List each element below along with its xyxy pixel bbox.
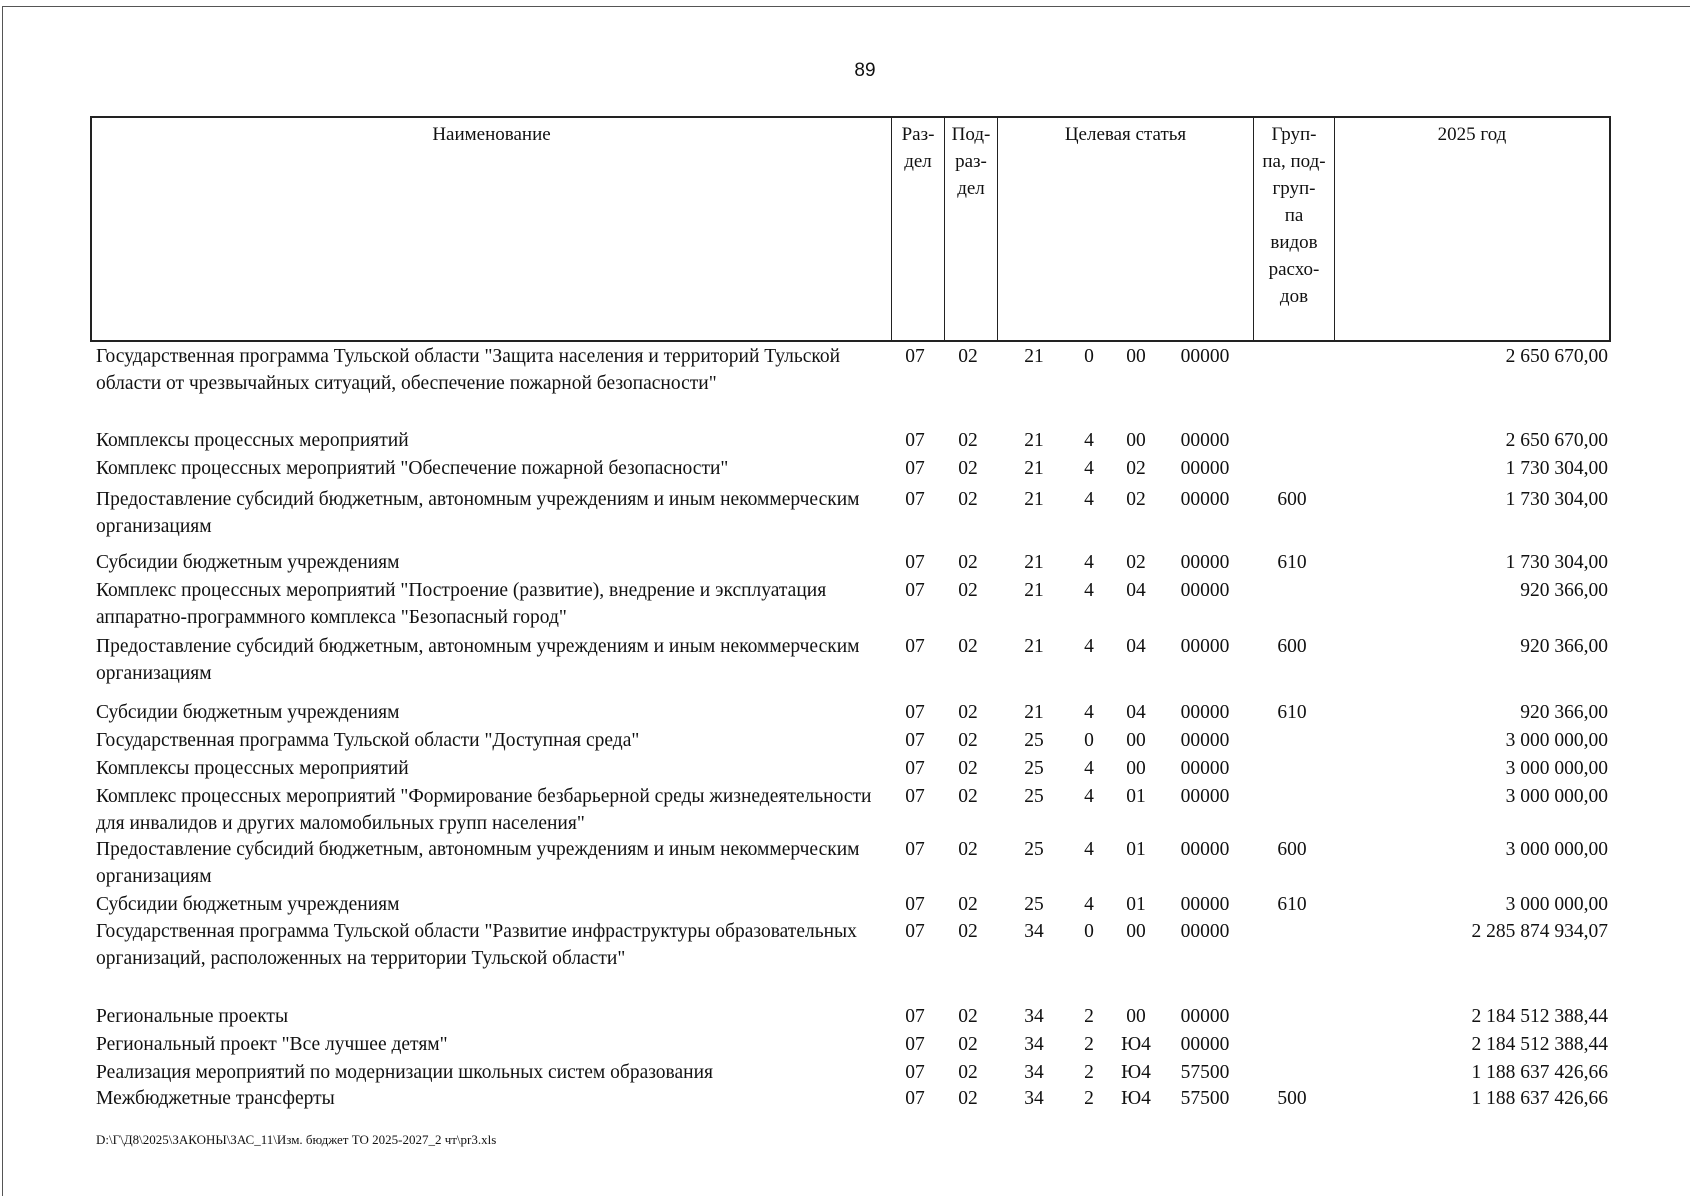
row-cs3: 01 [1126, 839, 1146, 860]
row-cs2: 2 [1084, 1062, 1094, 1083]
row-cs2: 0 [1084, 921, 1094, 942]
row-cs2: 2 [1084, 1034, 1094, 1055]
row-cs4: 00000 [1180, 702, 1230, 723]
row-r: 07 [905, 580, 925, 601]
row-amount: 1 730 304,00 [1505, 552, 1608, 573]
row-cs3: 04 [1126, 636, 1146, 657]
row-r: 07 [905, 489, 925, 510]
row-cs1: 21 [1024, 702, 1044, 723]
row-name: Комплекс процессных мероприятий "Построение (развитие), внедрение и эксплуатация аппаратно-программного комплекса "Безопасный город" [96, 580, 827, 628]
row-cs1: 21 [1024, 489, 1044, 510]
row-cs1: 25 [1024, 730, 1044, 751]
page-number: 89 [854, 60, 876, 81]
header-year: 2025 год [1437, 124, 1507, 145]
row-amount: 2 184 512 388,44 [1471, 1006, 1608, 1027]
row-cs1: 21 [1024, 458, 1044, 479]
row-name: Предоставление субсидий бюджетным, автономным учреждениям и иным некоммерческим организациям [96, 489, 860, 537]
row-cs3: 00 [1126, 921, 1146, 942]
row-pr: 02 [958, 1034, 978, 1055]
row-cs4: 00000 [1180, 786, 1230, 807]
row-cs3: 00 [1126, 730, 1146, 751]
row-cs1: 34 [1024, 921, 1044, 942]
row-r: 07 [905, 702, 925, 723]
row-amount: 1 730 304,00 [1505, 489, 1608, 510]
row-r: 07 [905, 921, 925, 942]
row-cs4: 00000 [1180, 346, 1230, 367]
row-name: Предоставление субсидий бюджетным, автономным учреждениям и иным некоммерческим организациям [96, 839, 860, 887]
row-cs1: 21 [1024, 580, 1044, 601]
row-cs2: 0 [1084, 346, 1094, 367]
row-amount: 3 000 000,00 [1505, 730, 1608, 751]
row-name: Комплексы процессных мероприятий [96, 430, 409, 451]
row-amount: 1 188 637 426,66 [1471, 1088, 1608, 1109]
row-cs2: 4 [1084, 839, 1094, 860]
row-r: 07 [905, 346, 925, 367]
row-pr: 02 [958, 346, 978, 367]
row-cs3: 00 [1126, 430, 1146, 451]
row-cs3: 04 [1126, 702, 1146, 723]
header-gruppa-vidov-rashodov: Груп- па, под- груп- па видов расхо- дов [1254, 118, 1335, 340]
row-cs2: 4 [1084, 702, 1094, 723]
row-cs1: 25 [1024, 839, 1044, 860]
row-pr: 02 [958, 730, 978, 751]
row-cs1: 21 [1024, 552, 1044, 573]
row-cs1: 34 [1024, 1034, 1044, 1055]
row-cs1: 21 [1024, 346, 1044, 367]
row-pr: 02 [958, 636, 978, 657]
row-pr: 02 [958, 702, 978, 723]
row-cs1: 25 [1024, 894, 1044, 915]
row-amount: 2 650 670,00 [1505, 346, 1608, 367]
row-r: 07 [905, 636, 925, 657]
row-cs1: 21 [1024, 636, 1044, 657]
row-cs3: 00 [1126, 758, 1146, 779]
row-cs2: 4 [1084, 430, 1094, 451]
header-name: Наименование [92, 118, 892, 340]
row-gr: 600 [1277, 636, 1307, 657]
row-r: 07 [905, 758, 925, 779]
row-name: Субсидии бюджетным учреждениям [96, 552, 400, 573]
row-name: Комплекс процессных мероприятий "Обеспечение пожарной безопасности" [96, 458, 729, 479]
row-pr: 02 [958, 580, 978, 601]
row-cs4: 00000 [1180, 636, 1230, 657]
row-cs2: 4 [1084, 552, 1094, 573]
header-razdel: Раз- дел [892, 118, 945, 340]
row-cs4: 00000 [1180, 430, 1230, 451]
row-pr: 02 [958, 489, 978, 510]
row-cs1: 25 [1024, 786, 1044, 807]
row-gr: 610 [1277, 894, 1307, 915]
row-pr: 02 [958, 839, 978, 860]
row-cs4: 00000 [1180, 758, 1230, 779]
file-path-footer: D:\Г\Д8\2025\ЗАКОНЫ\ЗАС_11\Изм. бюджет ТО 2025-2027_2 чт\pr3.xls [96, 1132, 497, 1147]
row-cs4: 00000 [1180, 580, 1230, 601]
row-cs2: 4 [1084, 786, 1094, 807]
row-cs4: 00000 [1180, 730, 1230, 751]
row-cs3: 02 [1126, 489, 1146, 510]
row-cs4: 00000 [1180, 1034, 1230, 1055]
row-cs3: 00 [1126, 1006, 1146, 1027]
row-amount: 920 366,00 [1520, 702, 1608, 723]
row-cs3: Ю4 [1121, 1088, 1151, 1109]
row-name: Субсидии бюджетным учреждениям [96, 702, 400, 723]
row-cs1: 21 [1024, 430, 1044, 451]
row-cs3: Ю4 [1121, 1062, 1151, 1083]
row-pr: 02 [958, 758, 978, 779]
row-cs3: Ю4 [1121, 1034, 1151, 1055]
row-amount: 3 000 000,00 [1505, 894, 1608, 915]
row-cs1: 25 [1024, 758, 1044, 779]
row-name: Государственная программа Тульской области "Развитие инфраструктуры образовательных организаций, расположенных на территории Тульской области" [96, 921, 857, 969]
row-r: 07 [905, 1034, 925, 1055]
row-pr: 02 [958, 786, 978, 807]
row-gr: 600 [1277, 489, 1307, 510]
row-r: 07 [905, 430, 925, 451]
row-r: 07 [905, 458, 925, 479]
row-cs1: 34 [1024, 1006, 1044, 1027]
row-r: 07 [905, 1088, 925, 1109]
row-cs2: 2 [1084, 1088, 1094, 1109]
header-podrazdel: Под- раз- дел [945, 118, 998, 340]
row-pr: 02 [958, 894, 978, 915]
row-r: 07 [905, 786, 925, 807]
row-pr: 02 [958, 1088, 978, 1109]
row-amount: 1 730 304,00 [1505, 458, 1608, 479]
row-name: Предоставление субсидий бюджетным, автономным учреждениям и иным некоммерческим организациям [96, 636, 860, 684]
row-pr: 02 [958, 1006, 978, 1027]
row-name: Региональные проекты [96, 1006, 289, 1027]
row-amount: 2 184 512 388,44 [1471, 1034, 1608, 1055]
row-name: Реализация мероприятий по модернизации школьных систем образования [96, 1062, 714, 1083]
row-cs2: 0 [1084, 730, 1094, 751]
row-cs4: 00000 [1180, 1006, 1230, 1027]
row-r: 07 [905, 1006, 925, 1027]
row-r: 07 [905, 552, 925, 573]
row-cs3: 01 [1126, 894, 1146, 915]
row-cs2: 4 [1084, 636, 1094, 657]
row-cs3: 02 [1126, 552, 1146, 573]
row-name: Комплекс процессных мероприятий "Формирование безбарьерной среды жизнедеятельности для инвалидов и других маломобильных групп населения" [96, 786, 872, 834]
row-cs1: 34 [1024, 1062, 1044, 1083]
row-r: 07 [905, 839, 925, 860]
row-gr: 600 [1277, 839, 1307, 860]
row-cs2: 2 [1084, 1006, 1094, 1027]
row-amount: 2 650 670,00 [1505, 430, 1608, 451]
row-amount: 920 366,00 [1520, 636, 1608, 657]
row-name: Комплексы процессных мероприятий [96, 758, 409, 779]
row-name: Государственная программа Тульской области "Доступная среда" [96, 730, 640, 751]
row-cs4: 00000 [1180, 458, 1230, 479]
row-amount: 3 000 000,00 [1505, 758, 1608, 779]
row-cs3: 02 [1126, 458, 1146, 479]
row-name: Региональный проект "Все лучшее детям" [96, 1034, 448, 1055]
row-amount: 920 366,00 [1520, 580, 1608, 601]
row-cs3: 01 [1126, 786, 1146, 807]
row-r: 07 [905, 894, 925, 915]
row-pr: 02 [958, 921, 978, 942]
row-name: Государственная программа Тульской области "Защита населения и территорий Тульской области от чрезвычайных ситуаций, обеспечение пожарной безопасности" [96, 346, 841, 394]
row-cs2: 4 [1084, 458, 1094, 479]
row-amount: 3 000 000,00 [1505, 839, 1608, 860]
row-r: 07 [905, 1062, 925, 1083]
row-cs3: 00 [1126, 346, 1146, 367]
row-cs2: 4 [1084, 580, 1094, 601]
row-gr: 610 [1277, 702, 1307, 723]
row-pr: 02 [958, 552, 978, 573]
row-pr: 02 [958, 1062, 978, 1083]
row-amount: 1 188 637 426,66 [1471, 1062, 1608, 1083]
row-cs4: 00000 [1180, 839, 1230, 860]
header-celevaya-statya: Целевая статья [998, 118, 1254, 340]
row-cs2: 4 [1084, 894, 1094, 915]
row-cs3: 04 [1126, 580, 1146, 601]
row-cs2: 4 [1084, 489, 1094, 510]
row-cs4: 00000 [1180, 489, 1230, 510]
row-cs4: 00000 [1180, 894, 1230, 915]
row-pr: 02 [958, 458, 978, 479]
row-cs4: 57500 [1180, 1088, 1230, 1109]
row-pr: 02 [958, 430, 978, 451]
row-name: Субсидии бюджетным учреждениям [96, 894, 400, 915]
row-amount: 3 000 000,00 [1505, 786, 1608, 807]
row-cs1: 34 [1024, 1088, 1044, 1109]
row-cs2: 4 [1084, 758, 1094, 779]
row-cs4: 00000 [1180, 552, 1230, 573]
row-cs4: 57500 [1180, 1062, 1230, 1083]
row-name: Межбюджетные трансферты [96, 1088, 335, 1109]
row-amount: 2 285 874 934,07 [1471, 921, 1608, 942]
row-cs4: 00000 [1180, 921, 1230, 942]
row-r: 07 [905, 730, 925, 751]
row-gr: 610 [1277, 552, 1307, 573]
row-gr: 500 [1277, 1088, 1307, 1109]
